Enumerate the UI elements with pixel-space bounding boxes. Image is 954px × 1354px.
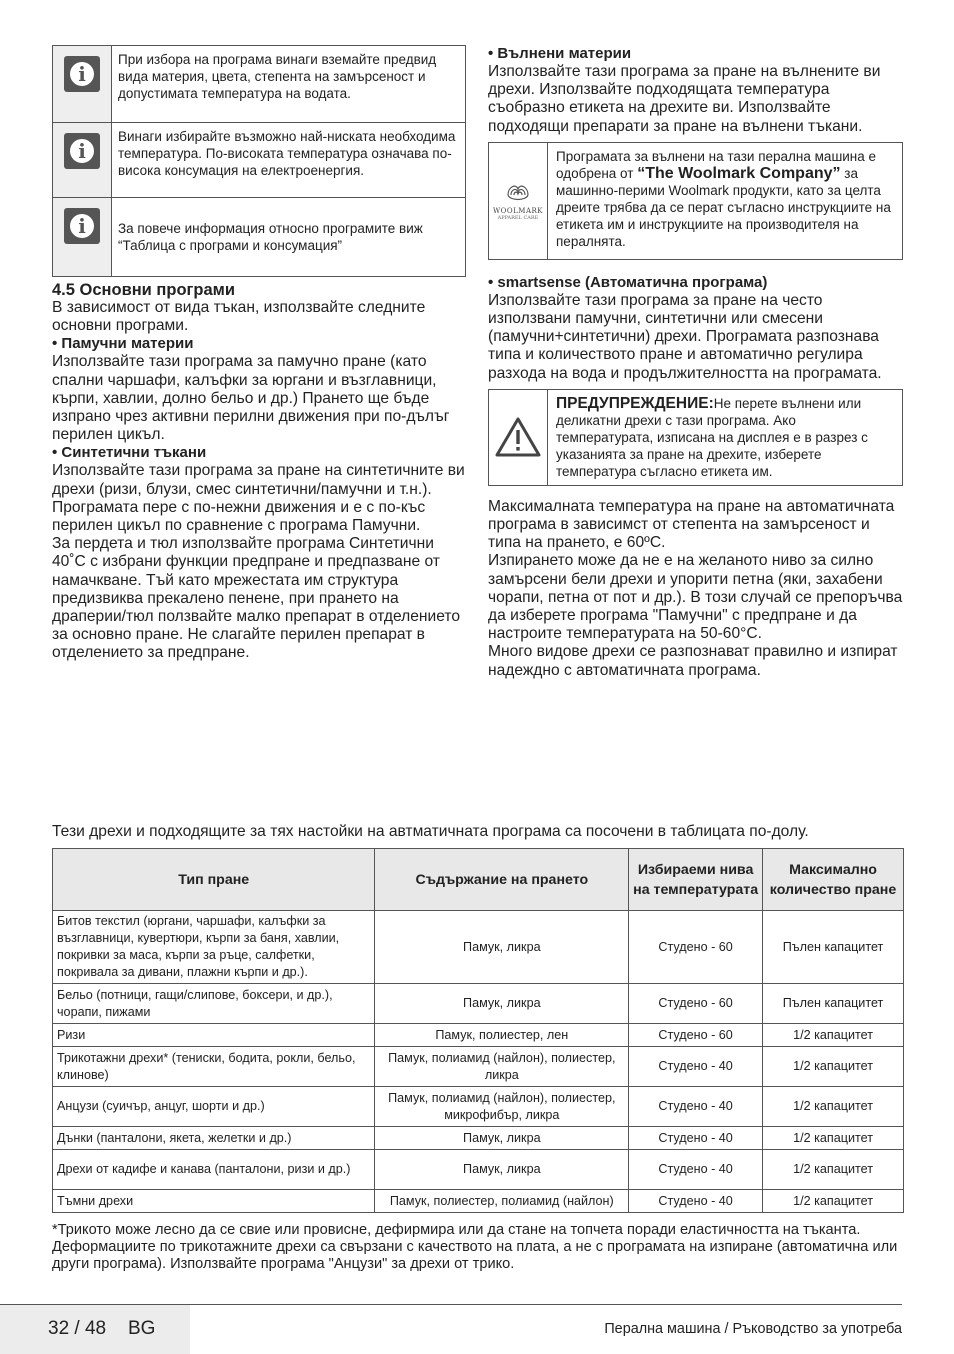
cell-load: 1/2 капацитет xyxy=(763,1024,904,1047)
header-max-load: Максимално количество пране xyxy=(763,849,904,911)
cell-content: Памук, полиестер, лен xyxy=(375,1024,629,1047)
cell-temp: Студено - 40 xyxy=(629,1190,763,1213)
info-icon: i xyxy=(64,56,100,92)
left-column xyxy=(52,45,466,663)
table-row xyxy=(53,1150,904,1190)
cell-temp: Студено - 60 xyxy=(629,984,763,1024)
cell-load: 1/2 капацитет xyxy=(763,1087,904,1127)
footer-title: Перална машина / Ръководство за употреба xyxy=(604,1321,902,1337)
cell-temp: Студено - 40 xyxy=(629,1087,763,1127)
info-box-2 xyxy=(53,122,465,197)
cell-type: Трикотажни дрехи* (тениски, бодита, рокли, бельо, клинове) xyxy=(53,1047,375,1087)
table-intro: Тези дрехи и подходящите за тях настойки на автматичната програма са посочени в таблицата по-долу. xyxy=(52,823,809,840)
header-temperature: Избираеми нива на температурата xyxy=(629,849,763,911)
cell-type: Дрехи от кадифе и канава (панталони, ризи и др.) xyxy=(53,1150,375,1190)
smart-text: Използвайте тази програма за пране на често използвани памучни, синтетични или смесени (памучни+синтетични) дрехи. Програмата разпознава типа и количеството пране и автоматично регулира разхода на вода и продължителността на програмата. xyxy=(488,291,882,382)
right-column xyxy=(488,45,903,680)
cell-temp: Студено - 60 xyxy=(629,1024,763,1047)
table-header-row xyxy=(53,849,904,911)
curtain-text: За пердета и тюл използвайте програма Синтетични 40˚С с избрани функции предпране и предпазване от намачкване. Тъй като мрежестата им структура предизвиква прекалено пенене, при прането на драперии/тюл ползвайте малко препарат в отделението за основно пране. Не слагайте перилен препарат в отделението за предпране. xyxy=(52,535,460,662)
cell-load: Пълен капацитет xyxy=(763,984,904,1024)
cell-load: 1/2 капацитет xyxy=(763,1127,904,1150)
synthetic-text: Използвайте тази програма за пране на синтетичните ви дрехи (ризи, блузи, смес синтетични/памучни и т.н.). Програмата пере с по-нежни движения и е с по-къс перилен цикъл по сравнение с програма Памучни. xyxy=(52,462,465,535)
cell-temp: Студено - 40 xyxy=(629,1127,763,1150)
section-intro: В зависимост от вида тъкан, използвайте следните основни програми. xyxy=(52,299,426,335)
woolmark-company: “The Woolmark Company” xyxy=(637,164,841,182)
warning-triangle-icon xyxy=(494,416,542,458)
woolmark-logo-subtext: APPAREL CARE xyxy=(497,214,539,221)
info-text-2: Винаги избирайте възможно най-ниската необходима температура. По-високата температура означава по-висока консумация на електроенергия. xyxy=(118,129,456,178)
info-text-1: При избора на програма винаги вземайте предвид вида материя, цвета, степента на замърсеност и допустимата температура на водата. xyxy=(118,52,437,101)
cell-content: Памук, полиамид (найлон), полиестер, ликра xyxy=(375,1047,629,1087)
cell-temp: Студено - 40 xyxy=(629,1150,763,1190)
woolmark-logo-text: WOOLMARK xyxy=(492,206,544,215)
synthetic-title: • Синтетични тъкани xyxy=(52,444,207,462)
cotton-text: Използвайте тази програма за памучно пране (като спални чаршафи, калъфки за юргани и възглавници, кърпи, хавлии, долно бельо и др.) Прането ще бъде изпрано чрез активни перилни движения при по-дълъг перилен цикъл. xyxy=(52,353,450,444)
cell-type: Дънки (панталони, якета, желетки и др.) xyxy=(53,1127,375,1150)
table-row xyxy=(53,1087,904,1127)
info-icon: i xyxy=(64,133,100,169)
info-box-1 xyxy=(53,46,465,122)
cell-content: Памук, ликра xyxy=(375,984,629,1024)
info-box-3 xyxy=(53,197,465,276)
cotton-title: • Памучни материи xyxy=(52,335,194,353)
cell-type: Анцузи (суичър, анцуг, шорти и др.) xyxy=(53,1087,375,1127)
table-row xyxy=(53,1024,904,1047)
cell-content: Памук, ликра xyxy=(375,911,629,984)
recognize-text: Много видове дрехи се разпознават правилно и изпират надеждно с автоматичната програма. xyxy=(488,643,898,679)
cell-load: 1/2 капацитет xyxy=(763,1150,904,1190)
spin-text: Изпирането може да не е на желаното ниво за силно замърсени бели дрехи и упорити петна (яки, захабени чорапи, петна от пот и др.). В този случай се препоръчва да изберете програма "Памучни" с предпране и да настроите температурата на 50-60°C. xyxy=(488,552,903,643)
cell-content: Памук, ликра xyxy=(375,1150,629,1190)
cell-content: Памук, ликра xyxy=(375,1127,629,1150)
table-row xyxy=(53,1047,904,1087)
info-box-group xyxy=(52,45,466,277)
header-laundry-type: Тип пране xyxy=(53,849,375,911)
cell-temp: Студено - 40 xyxy=(629,1047,763,1087)
program-table xyxy=(52,848,904,1213)
page-number: 32 / 48 xyxy=(48,1318,107,1339)
wool-text: Използвайте тази програма за пране на вълнените ви дрехи. Използвайте подходящата температура съобразно етикета на дрехите ви. Използвайте подходящи препарати за пране на вълнени тъкани. xyxy=(488,63,881,135)
cell-type: Битов текстил (юргани, чаршафи, калъфки за възглавници, кувертюри, кърпи за баня, хавлии, покривки за маса, кърпи за ръце, салфетки, покривала за дивани, плажни кърпи и др.). xyxy=(53,911,375,984)
table-row xyxy=(53,984,904,1024)
cell-type: Бельо (потници, гащи/слипове, боксери, и др.), чорапи, пижами xyxy=(53,984,375,1024)
cell-type: Ризи xyxy=(53,1024,375,1047)
cell-temp: Студено - 60 xyxy=(629,911,763,984)
warning-label: ПРЕДУПРЕЖДЕНИЕ: xyxy=(556,394,714,412)
cell-content: Памук, полиамид (найлон), полиестер, микрофибър, ликра xyxy=(375,1087,629,1127)
smart-title: • smartsense (Автоматична програма) xyxy=(488,273,768,291)
woolmark-logo-icon xyxy=(504,181,532,205)
max-temp-text: Максималната температура на пране на автоматичната програма в зависимст от степента на замърсеност и типа на прането, е 60ºC. xyxy=(488,497,895,552)
warning-text: ПРЕДУПРЕЖДЕНИЕ:Не перете вълнени или деликатни дрехи с тази програма. Ако температурата, изписана на дисплея е в разрез с указанията за пране на дрехите, изберете температура съгласно етикета им. xyxy=(556,394,868,479)
header-content: Съдържание на прането xyxy=(375,849,629,911)
woolmark-text: Програмата за вълнени на тази перална машина е одобрена от “The Woolmark Company” за машинно-перими Woolmark продукти, като за целта дреите трябва да се перат съгласно инструкциите на етикета им и инструкциите на производителя на пералнята. xyxy=(556,148,891,249)
info-icon: i xyxy=(64,208,100,244)
cell-load: 1/2 капацитет xyxy=(763,1190,904,1213)
footer-divider xyxy=(0,1304,902,1305)
footnote: *Трикото може лесно да се свие или провисне, дефирмира или да стане на топчета поради еластичността на тъканта. Деформациите по трикотажните дрехи са свързани с качеството на плата, а не с програмата на изпиране (автоматична или други програма). Използвайте програма "Анцузи" за дрехи от трико. xyxy=(52,1222,898,1272)
table-row xyxy=(53,1190,904,1213)
cell-type: Тъмни дрехи xyxy=(53,1190,375,1213)
woolmark-box xyxy=(488,142,903,260)
cell-load: 1/2 капацитет xyxy=(763,1047,904,1087)
warning-box xyxy=(488,389,903,486)
table-row xyxy=(53,911,904,984)
table-row xyxy=(53,1127,904,1150)
cell-content: Памук, полиестер, полиамид (найлон) xyxy=(375,1190,629,1213)
wool-title: • Вълнени материи xyxy=(488,45,632,62)
page-language: BG xyxy=(128,1318,156,1339)
section-heading: 4.5 Основни програми xyxy=(52,281,236,299)
cell-load: Пълен капацитет xyxy=(763,911,904,984)
info-text-3: За повече информация относно програмите виж “Таблица с програми и консумация” xyxy=(118,221,423,253)
